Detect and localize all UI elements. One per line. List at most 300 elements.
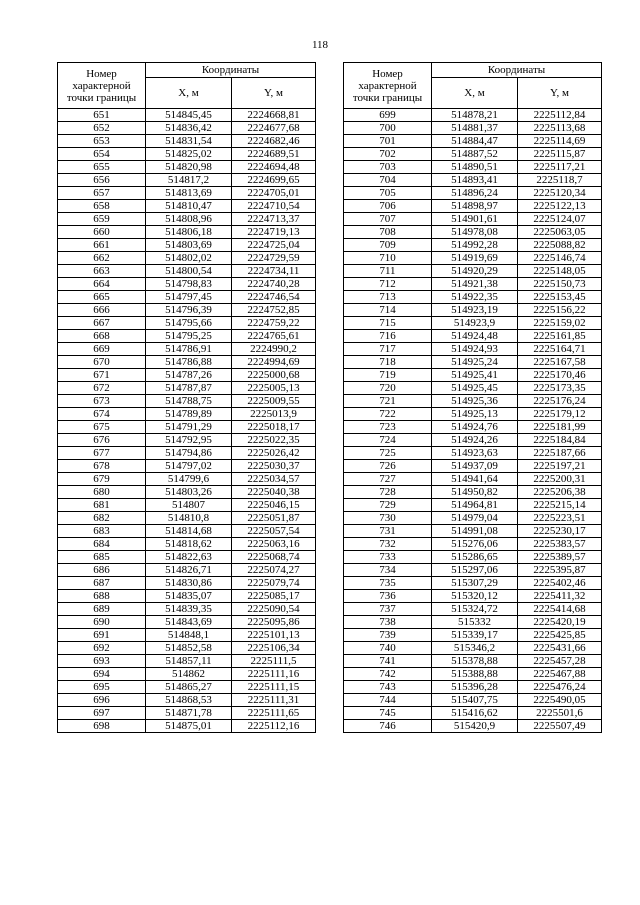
table-row [58,408,316,421]
x-coordinate-cell: 514817,2 [146,174,232,187]
x-coordinate-cell: 514964,81 [432,499,518,512]
table-row [344,668,602,681]
point-number-cell: 691 [58,629,146,642]
point-number-cell: 733 [344,551,432,564]
point-number-cell: 746 [344,720,432,733]
point-number-cell: 712 [344,278,432,291]
table-row [344,629,602,642]
table-row [344,174,602,187]
table-row [344,330,602,343]
point-number-cell: 665 [58,291,146,304]
table-row [344,356,602,369]
point-number-cell: 661 [58,239,146,252]
y-coordinate-cell: 2224734,11 [232,265,316,278]
y-coordinate-cell: 2224725,04 [232,239,316,252]
y-coordinate-cell: 2225068,74 [232,551,316,564]
point-number-cell: 673 [58,395,146,408]
x-coordinate-cell: 514875,01 [146,720,232,733]
x-coordinate-cell: 514991,08 [432,525,518,538]
y-coordinate-cell: 2225206,38 [518,486,602,499]
x-coordinate-cell: 514857,11 [146,655,232,668]
point-number-cell: 726 [344,460,432,473]
x-coordinate-cell: 514979,04 [432,512,518,525]
table-row [58,668,316,681]
table-row [58,603,316,616]
point-number-cell: 684 [58,538,146,551]
y-coordinate-cell: 2225420,19 [518,616,602,629]
y-coordinate-cell: 2225005,13 [232,382,316,395]
point-number-cell: 729 [344,499,432,512]
y-coordinate-cell: 2225150,73 [518,278,602,291]
y-coordinate-cell: 2225111,15 [232,681,316,694]
y-coordinate-cell: 2224752,85 [232,304,316,317]
x-coordinate-cell: 514924,76 [432,421,518,434]
table-row [344,655,602,668]
table-row [58,512,316,525]
point-number-cell: 659 [58,213,146,226]
y-coordinate-cell: 2224740,28 [232,278,316,291]
x-coordinate-cell: 514788,75 [146,395,232,408]
x-coordinate-cell: 514924,93 [432,343,518,356]
y-coordinate-cell: 2225197,21 [518,460,602,473]
table-row [344,434,602,447]
y-coordinate-cell: 2225040,38 [232,486,316,499]
x-coordinate-cell: 515307,29 [432,577,518,590]
point-number-cell: 651 [58,109,146,122]
x-coordinate-cell: 514825,02 [146,148,232,161]
y-coordinate-cell: 2225411,32 [518,590,602,603]
table-row [344,720,602,733]
x-coordinate-cell: 514950,82 [432,486,518,499]
x-coordinate-cell: 514925,24 [432,356,518,369]
point-number-cell: 719 [344,369,432,382]
table-row [58,564,316,577]
table-row [58,369,316,382]
x-coordinate-cell: 515420,9 [432,720,518,733]
table-row [344,525,602,538]
x-coordinate-cell: 514890,51 [432,161,518,174]
table-row [344,486,602,499]
point-number-cell: 707 [344,213,432,226]
point-number-cell: 737 [344,603,432,616]
point-number-cell: 669 [58,343,146,356]
x-coordinate-cell: 514818,62 [146,538,232,551]
table-row [58,187,316,200]
table-row [58,382,316,395]
table-row [344,616,602,629]
y-coordinate-cell: 2224689,51 [232,148,316,161]
x-coordinate-cell: 514925,13 [432,408,518,421]
y-coordinate-cell: 2225215,14 [518,499,602,512]
point-number-cell: 713 [344,291,432,304]
table-row [344,590,602,603]
x-coordinate-cell: 514941,64 [432,473,518,486]
point-number-cell: 677 [58,447,146,460]
x-coordinate-cell: 514919,69 [432,252,518,265]
x-coordinate-cell: 514925,41 [432,369,518,382]
table-row [58,421,316,434]
point-number-header: Номер характерной точки границы [58,63,146,109]
y-header: Y, м [518,78,602,109]
y-coordinate-cell: 2224994,69 [232,356,316,369]
table-row [344,382,602,395]
y-coordinate-cell: 2225026,42 [232,447,316,460]
x-coordinate-cell: 514796,39 [146,304,232,317]
x-coordinate-cell: 514924,26 [432,434,518,447]
point-number-cell: 683 [58,525,146,538]
table-row [58,291,316,304]
y-coordinate-cell: 2225034,57 [232,473,316,486]
point-number-cell: 680 [58,486,146,499]
x-coordinate-cell: 514813,69 [146,187,232,200]
point-number-cell: 724 [344,434,432,447]
table-row [344,499,602,512]
y-coordinate-cell: 2225230,17 [518,525,602,538]
point-number-cell: 697 [58,707,146,720]
point-number-cell: 652 [58,122,146,135]
table-row [58,720,316,733]
y-coordinate-cell: 2225414,68 [518,603,602,616]
x-coordinate-cell: 514836,42 [146,122,232,135]
y-coordinate-cell: 2225170,46 [518,369,602,382]
point-number-cell: 690 [58,616,146,629]
y-coordinate-cell: 2225114,69 [518,135,602,148]
y-coordinate-cell: 2225159,02 [518,317,602,330]
table-row [58,707,316,720]
x-coordinate-cell: 514878,21 [432,109,518,122]
x-coordinate-cell: 514792,95 [146,434,232,447]
x-coordinate-cell: 514884,47 [432,135,518,148]
point-number-cell: 658 [58,200,146,213]
y-coordinate-cell: 2224713,37 [232,213,316,226]
point-number-cell: 728 [344,486,432,499]
x-coordinate-cell: 514814,68 [146,525,232,538]
y-coordinate-cell: 2225181,99 [518,421,602,434]
point-number-cell: 681 [58,499,146,512]
point-number-cell: 725 [344,447,432,460]
y-coordinate-cell: 2225490,05 [518,694,602,707]
y-coordinate-cell: 2225122,13 [518,200,602,213]
x-coordinate-cell: 514802,02 [146,252,232,265]
point-number-cell: 696 [58,694,146,707]
table-row [58,135,316,148]
y-coordinate-cell: 2225467,88 [518,668,602,681]
point-number-cell: 743 [344,681,432,694]
y-coordinate-cell: 2225085,17 [232,590,316,603]
y-coordinate-cell: 2225156,22 [518,304,602,317]
point-number-cell: 717 [344,343,432,356]
x-coordinate-cell: 514865,27 [146,681,232,694]
y-coordinate-cell: 2225124,07 [518,213,602,226]
point-number-cell: 736 [344,590,432,603]
point-number-cell: 667 [58,317,146,330]
y-coordinate-cell: 2225395,87 [518,564,602,577]
point-number-header: Номер характерной точки границы [344,63,432,109]
table-row [344,148,602,161]
x-coordinate-cell: 515378,88 [432,655,518,668]
table-row [58,473,316,486]
x-coordinate-cell: 514862 [146,668,232,681]
y-coordinate-cell: 2225223,51 [518,512,602,525]
table-row [344,343,602,356]
y-coordinate-cell: 2225112,84 [518,109,602,122]
point-number-cell: 704 [344,174,432,187]
point-number-cell: 714 [344,304,432,317]
y-coordinate-cell: 2225153,45 [518,291,602,304]
table-row [344,187,602,200]
table-row [344,239,602,252]
x-coordinate-cell: 514803,26 [146,486,232,499]
table-row [58,304,316,317]
table-row [344,642,602,655]
y-coordinate-cell: 2225146,74 [518,252,602,265]
table-row [58,213,316,226]
x-coordinate-cell: 514787,26 [146,369,232,382]
point-number-cell: 742 [344,668,432,681]
table-row [344,421,602,434]
x-coordinate-cell: 514807 [146,499,232,512]
y-coordinate-cell: 2224668,81 [232,109,316,122]
y-coordinate-cell: 2225113,68 [518,122,602,135]
y-coordinate-cell: 2225000,68 [232,369,316,382]
table-body-left [58,109,316,733]
x-coordinate-cell: 514810,47 [146,200,232,213]
table-row [344,265,602,278]
table-row [58,109,316,122]
x-coordinate-cell: 515407,75 [432,694,518,707]
table-body-right [344,109,602,733]
table-row [344,694,602,707]
table-row [344,408,602,421]
table-row [58,681,316,694]
point-number-cell: 666 [58,304,146,317]
table-row [344,460,602,473]
table-row [58,343,316,356]
point-number-cell: 721 [344,395,432,408]
table-row [344,252,602,265]
coordinates-table-left [57,62,316,733]
point-number-cell: 676 [58,434,146,447]
x-coordinate-cell: 514797,02 [146,460,232,473]
x-coordinate-cell: 514808,96 [146,213,232,226]
table-row [344,538,602,551]
table-row [344,551,602,564]
table-row [58,590,316,603]
point-number-cell: 732 [344,538,432,551]
x-coordinate-cell: 514830,86 [146,577,232,590]
y-coordinate-cell: 2225117,21 [518,161,602,174]
point-number-cell: 660 [58,226,146,239]
point-number-cell: 671 [58,369,146,382]
y-coordinate-cell: 2224699,65 [232,174,316,187]
x-coordinate-cell: 514831,54 [146,135,232,148]
y-coordinate-cell: 2225402,46 [518,577,602,590]
point-number-cell: 723 [344,421,432,434]
table-row [58,330,316,343]
point-number-cell: 709 [344,239,432,252]
x-coordinate-cell: 514852,58 [146,642,232,655]
table-row [344,304,602,317]
point-number-cell: 678 [58,460,146,473]
y-coordinate-cell: 2224765,61 [232,330,316,343]
point-number-cell: 710 [344,252,432,265]
x-coordinate-cell: 515297,06 [432,564,518,577]
y-coordinate-cell: 2225013,9 [232,408,316,421]
y-coordinate-cell: 2225173,35 [518,382,602,395]
x-coordinate-cell: 514978,08 [432,226,518,239]
x-coordinate-cell: 514794,86 [146,447,232,460]
x-coordinate-cell: 514810,8 [146,512,232,525]
x-coordinate-cell: 514791,29 [146,421,232,434]
table-row [344,109,602,122]
point-number-cell: 653 [58,135,146,148]
point-number-cell: 705 [344,187,432,200]
y-coordinate-cell: 2225457,28 [518,655,602,668]
y-coordinate-cell: 2225164,71 [518,343,602,356]
y-header: Y, м [232,78,316,109]
x-coordinate-cell: 514893,41 [432,174,518,187]
table-row [58,278,316,291]
y-coordinate-cell: 2225111,65 [232,707,316,720]
y-coordinate-cell: 2225507,49 [518,720,602,733]
point-number-cell: 741 [344,655,432,668]
point-number-cell: 679 [58,473,146,486]
point-number-cell: 699 [344,109,432,122]
y-coordinate-cell: 2225051,87 [232,512,316,525]
point-number-cell: 720 [344,382,432,395]
x-coordinate-cell: 514921,38 [432,278,518,291]
x-header: X, м [432,78,518,109]
point-number-cell: 662 [58,252,146,265]
table-row [58,161,316,174]
table-row [58,226,316,239]
y-coordinate-cell: 2225176,24 [518,395,602,408]
point-number-cell: 692 [58,642,146,655]
point-number-cell: 688 [58,590,146,603]
y-coordinate-cell: 2224719,13 [232,226,316,239]
y-coordinate-cell: 2224990,2 [232,343,316,356]
table-row [344,291,602,304]
table-row [344,213,602,226]
table-row [58,694,316,707]
point-number-cell: 734 [344,564,432,577]
x-coordinate-cell: 514835,07 [146,590,232,603]
point-number-cell: 654 [58,148,146,161]
coordinates-header: Координаты [146,63,316,78]
table-row [58,200,316,213]
point-number-cell: 716 [344,330,432,343]
table-row [58,460,316,473]
y-coordinate-cell: 2225187,66 [518,447,602,460]
table-row [344,122,602,135]
y-coordinate-cell: 2225184,84 [518,434,602,447]
table-row [344,681,602,694]
y-coordinate-cell: 2225161,85 [518,330,602,343]
point-number-cell: 744 [344,694,432,707]
y-coordinate-cell: 2225111,5 [232,655,316,668]
x-coordinate-cell: 515276,06 [432,538,518,551]
x-coordinate-cell: 515416,62 [432,707,518,720]
x-coordinate-cell: 514924,48 [432,330,518,343]
table-row [58,447,316,460]
table-row [58,356,316,369]
point-number-cell: 711 [344,265,432,278]
x-coordinate-cell: 515324,72 [432,603,518,616]
y-coordinate-cell: 2225063,05 [518,226,602,239]
x-coordinate-cell: 514797,45 [146,291,232,304]
y-coordinate-cell: 2224677,68 [232,122,316,135]
table-row [58,551,316,564]
table-row [58,486,316,499]
y-coordinate-cell: 2225383,57 [518,538,602,551]
point-number-cell: 674 [58,408,146,421]
table-row [344,603,602,616]
x-coordinate-cell: 514887,52 [432,148,518,161]
table-row [58,239,316,252]
x-coordinate-cell: 514923,9 [432,317,518,330]
y-coordinate-cell: 2225046,15 [232,499,316,512]
table-row [344,317,602,330]
point-number-cell: 703 [344,161,432,174]
point-number-cell: 664 [58,278,146,291]
x-coordinate-cell: 514795,25 [146,330,232,343]
table-row [58,642,316,655]
x-coordinate-cell: 514923,19 [432,304,518,317]
table-row [344,200,602,213]
table-row [344,512,602,525]
x-coordinate-cell: 514786,88 [146,356,232,369]
y-coordinate-cell: 2225200,31 [518,473,602,486]
table-row [344,577,602,590]
table-row [344,473,602,486]
point-number-cell: 735 [344,577,432,590]
y-coordinate-cell: 2225112,16 [232,720,316,733]
x-coordinate-cell: 514798,83 [146,278,232,291]
point-number-cell: 701 [344,135,432,148]
x-coordinate-cell: 514848,1 [146,629,232,642]
point-number-cell: 695 [58,681,146,694]
coordinates-table-right [343,62,602,733]
y-coordinate-cell: 2225167,58 [518,356,602,369]
x-coordinate-cell: 514795,66 [146,317,232,330]
x-coordinate-cell: 514806,18 [146,226,232,239]
y-coordinate-cell: 2225074,27 [232,564,316,577]
x-coordinate-cell: 514898,97 [432,200,518,213]
x-coordinate-cell: 514787,87 [146,382,232,395]
y-coordinate-cell: 2225030,37 [232,460,316,473]
x-coordinate-cell: 514925,45 [432,382,518,395]
point-number-cell: 668 [58,330,146,343]
x-coordinate-cell: 515320,12 [432,590,518,603]
y-coordinate-cell: 2225095,86 [232,616,316,629]
table-row [58,629,316,642]
x-coordinate-cell: 514800,54 [146,265,232,278]
y-coordinate-cell: 2224729,59 [232,252,316,265]
table-row [58,655,316,668]
x-coordinate-cell: 514839,35 [146,603,232,616]
y-coordinate-cell: 2225179,12 [518,408,602,421]
y-coordinate-cell: 2225425,85 [518,629,602,642]
point-number-cell: 670 [58,356,146,369]
y-coordinate-cell: 2224710,54 [232,200,316,213]
x-coordinate-cell: 515332 [432,616,518,629]
x-header: X, м [146,78,232,109]
point-number-cell: 655 [58,161,146,174]
point-number-cell: 672 [58,382,146,395]
page-number: 118 [311,39,329,51]
x-coordinate-cell: 515286,65 [432,551,518,564]
point-number-cell: 740 [344,642,432,655]
